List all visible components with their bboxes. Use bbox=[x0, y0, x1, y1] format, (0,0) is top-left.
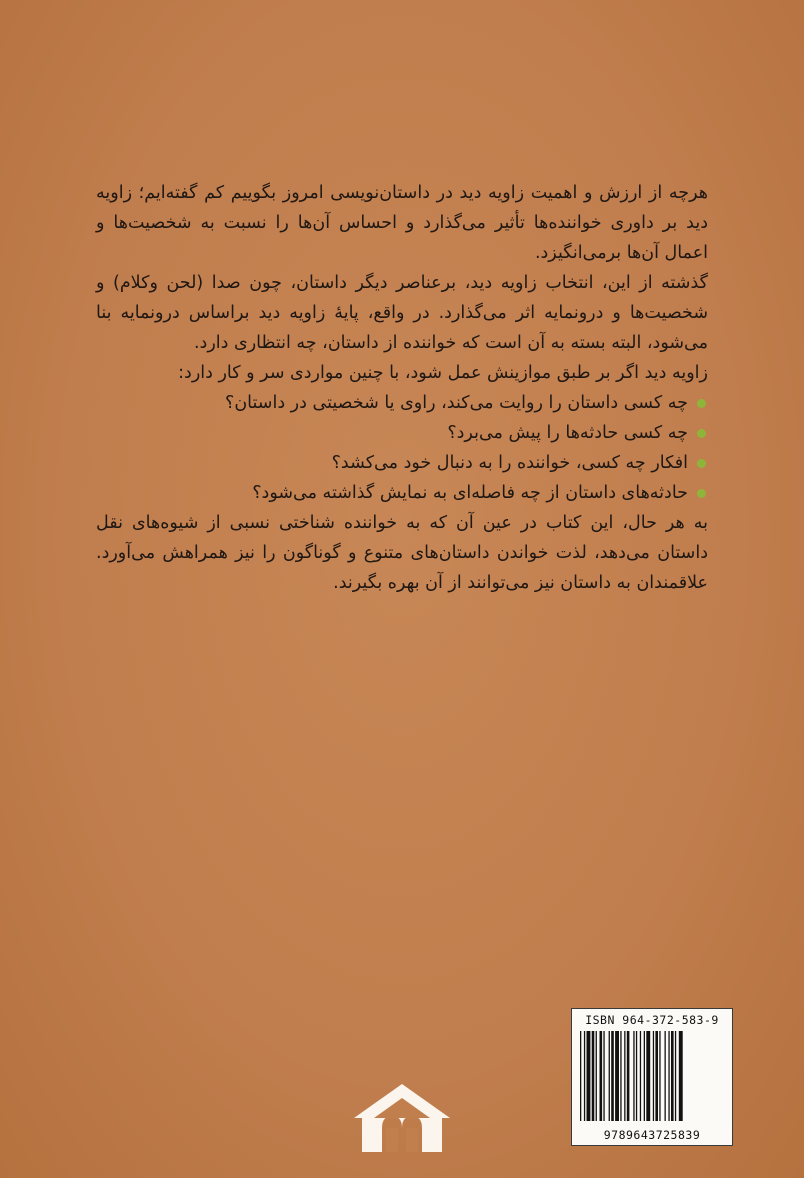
green-bullet-icon bbox=[697, 399, 706, 408]
isbn-number: ISBN 964-372-583-9 bbox=[585, 1013, 719, 1027]
question-text: حادثه‌های داستان از چه فاصله‌ای به نمایش گذاشته می‌شود؟ bbox=[252, 483, 688, 503]
question-item bbox=[96, 418, 708, 448]
blurb-paragraph-1: هرچه از ارزش و اهمیت زاویه دید در داستان‌نویسی امروز بگوییم کم گفته‌ایم؛ زاویه دید بر داوری خواننده‌ها تأثیر می‌گذارد و احساس آن‌ها را نسبت به شخصیت‌ها و اعمال آن‌ها برمی‌انگیزد. bbox=[96, 183, 708, 263]
blurb-paragraph-4: به هر حال، این کتاب در عین آن که به خواننده شناختی نسبی از شیوه‌های نقل داستان می‌دهد، لذت خواندن داستان‌های متنوع و گوناگون را نیز همراهش می‌آورد. علاقمندان به داستان نیز می‌توانند از آن بهره بگیرند. bbox=[96, 513, 708, 593]
publisher-house-logo-icon bbox=[350, 1080, 454, 1156]
question-item bbox=[96, 478, 708, 508]
blurb-paragraph-2: گذشته از این، انتخاب زاویه دید، برعناصر دیگر داستان، چون صدا (لحن وکلام) و شخصیت‌ها و درونمایه اثر می‌گذارد. در واقع، پایهٔ زاویه دید براساس درونمایه بنا می‌شود، البته بسته به آن است که خواننده از داستان، چه انتظاری دارد. bbox=[96, 273, 708, 353]
question-text: افکار چه کسی، خواننده را به دنبال خود می‌کشد؟ bbox=[331, 453, 688, 473]
question-text: چه کسی داستان را روایت می‌کند، راوی یا شخصیتی در داستان؟ bbox=[225, 393, 688, 413]
question-item bbox=[96, 448, 708, 478]
question-list bbox=[96, 388, 708, 508]
blurb-text bbox=[96, 178, 708, 598]
isbn-barcode bbox=[571, 1008, 733, 1146]
blurb-paragraph-3: زاویه دید اگر بر طبق موازینش عمل شود، با چنین مواردی سر و کار دارد: bbox=[178, 363, 708, 383]
green-bullet-icon bbox=[697, 489, 706, 498]
barcode-bars-icon bbox=[578, 1031, 726, 1121]
green-bullet-icon bbox=[697, 459, 706, 468]
green-bullet-icon bbox=[697, 429, 706, 438]
question-text: چه کسی حادثه‌ها را پیش می‌برد؟ bbox=[447, 423, 688, 443]
question-item bbox=[96, 388, 708, 418]
ean-number: 9789643725839 bbox=[603, 1128, 701, 1142]
